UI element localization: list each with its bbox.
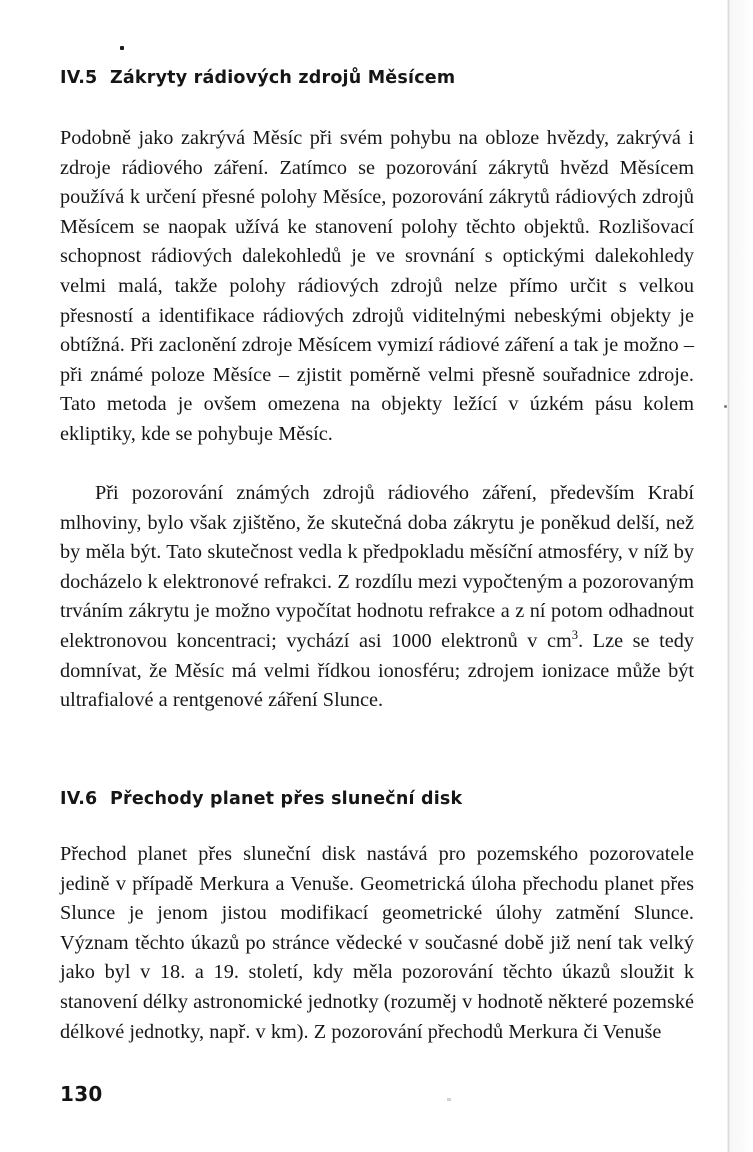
page-number: 130 <box>60 1082 103 1106</box>
paragraph-iv6-1: Přechod planet přes sluneční disk nastává pro pozemského pozorovatele jedině v případě Merkura a Venuše. Geometrická úloha přechodu planet přes Slunce je jenom jistou modifikací geometrické úlohy zatmění Slunce. Význam těchto úkazů po stránce vědecké v současné době již není tak velký jako byl v 18. a 19. století, kdy měla pozorování těchto úkazů sloužit k stanovení délky astronomické jednotky (rozuměj v hodnotě některé pozemské délkové jednotky, např. v km). Z pozorování přechodů Merkura či Venuše <box>60 843 694 1043</box>
section-iv5 <box>60 68 455 88</box>
paragraph-iv5-2-part-a: Při pozorování známých zdrojů rádiového záření, především Krabí mlhoviny, bylo však zjištěno, že skutečná doba zákrytu je poněkud delší, než by měla být. Tato skutečnost vedla k předpokladu měsíční atmosféry, v níž by docházelo k elektronové refrakci. Z rozdílu mezi vypočteným a pozorovaným trváním zákrytu je možno vypočítat hodnotu refrakce a z ní potom odhadnout elektronovou koncentraci; vychází asi 1000 elektronů v cm <box>60 482 694 652</box>
section-iv6 <box>60 789 462 809</box>
paragraph-iv5-2 <box>60 479 694 716</box>
section-heading-iv5: IV.5 Zákryty rádiových zdrojů Měsícem <box>60 68 456 88</box>
superscript-cubic: 3 <box>571 628 579 643</box>
section-heading-iv6: IV.6 Přechody planet přes sluneční disk <box>60 789 463 809</box>
paragraph-iv5-1: Podobně jako zakrývá Měsíc při svém pohybu na obloze hvězdy, zakrývá i zdroje rádiového záření. Zatímco se pozorování zákrytů hvězd Měsícem používá k určení přesné polohy Měsíce, pozorování zákrytů rádiových zdrojů Měsícem se naopak užívá ke stanovení polohy těchto objektů. Rozlišovací schopnost rádiových dalekohledů je ve srovnání s optickými dalekohledy velmi malá, takže polohy rádiových zdrojů nelze přímo určit s velkou přesností a identifikace rádiových zdrojů viditelnými nebeskými objekty je obtížná. Při zaclonění zdroje Měsícem vymizí rádiové záření a tak je možno – při známé poloze Měsíce – zjistit poměrně velmi přesně souřadnice zdroje. Tato metoda je ovšem omezena na objekty ležící v úzkém pásu kolem ekliptiky, kde se pohybuje Měsíc. <box>60 127 694 445</box>
paragraph-iv5-2-part-b: . Lze se tedy domnívat, že Měsíc má velmi řídkou ionosféru; zdrojem ionizace může být ultrafialové a rentgenové záření Slunce. <box>60 629 694 712</box>
scan-artifact-speck-bottom <box>447 1098 451 1101</box>
scan-artifact-speck-right <box>724 405 727 408</box>
scan-artifact-speck <box>120 46 124 50</box>
page-edge-highlight <box>731 0 753 1152</box>
